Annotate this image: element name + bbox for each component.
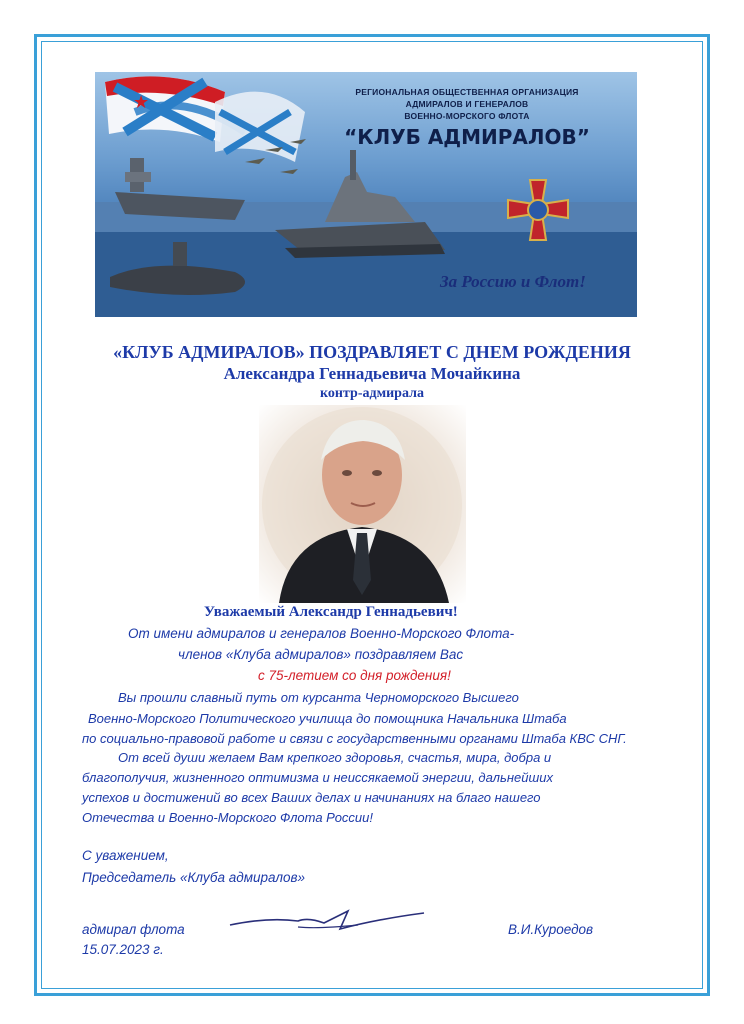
- org-line-3: ВОЕННО-МОРСКОГО ФЛОТА: [404, 111, 530, 121]
- organization-title: [317, 86, 617, 150]
- congrats-heading: «КЛУБ АДМИРАЛОВ» ПОЗДРАВЛЯЕТ С ДНЕМ РОЖДЕНИЯ: [113, 342, 631, 362]
- honoree-rank: контр-адмирала: [320, 386, 424, 401]
- honoree-name: Александра Геннадьевича Мочайкина: [223, 364, 521, 383]
- handwritten-signature: [228, 905, 428, 937]
- closing-regards: С уважением,: [82, 848, 169, 863]
- paragraph-3-line-2: благополучия, жизненного оптимизма и неиссякаемой энергии, дальнейших: [82, 770, 553, 785]
- portrait-figure: [259, 405, 466, 603]
- closing-title: Председатель «Клуба адмиралов»: [82, 870, 306, 885]
- portrait-photo: [259, 405, 466, 603]
- banner-motto: За Россию и Флот!: [440, 272, 586, 291]
- paragraph-2-line-3: по социально-правовой работе и связи с государственными органами Штаба КВС СНГ.: [82, 731, 627, 746]
- paragraph-2-line-1: Вы прошли славный путь от курсанта Черноморского Высшего: [118, 690, 519, 705]
- greeting: Уважаемый Александр Геннадьевич!: [204, 604, 458, 620]
- org-line-2: АДМИРАЛОВ И ГЕНЕРАЛОВ: [405, 99, 529, 109]
- paragraph-1-line-2: членов «Клуба адмиралов» поздравляем Вас: [178, 647, 464, 662]
- paragraph-2-line-2: Военно-Морского Политического училища до помощника Начальника Штаба: [88, 711, 567, 726]
- letter-date: 15.07.2023 г.: [82, 942, 164, 957]
- anniversary-line: с 75-летием со дня рождения!: [258, 668, 451, 683]
- header-banner: [95, 72, 637, 317]
- signer-name: В.И.Куроедов: [508, 922, 594, 937]
- paragraph-3-line-3: успехов и достижений во всех Ваших делах и начинаниях на благо нашего: [82, 790, 541, 805]
- club-name: “КЛУБ АДМИРАЛОВ”: [344, 125, 590, 149]
- aircraft-carrier-icon: [115, 158, 245, 220]
- paragraph-3-line-1: От всей души желаем Вам крепкого здоровья, счастья, мира, добра и: [118, 750, 552, 765]
- paragraph-1-line-1: От имени адмиралов и генералов Военно-Морского Флота-: [128, 626, 515, 641]
- signer-rank: адмирал флота: [82, 922, 185, 937]
- org-line-1: РЕГИОНАЛЬНАЯ ОБЩЕСТВЕННАЯ ОРГАНИЗАЦИЯ: [355, 87, 579, 97]
- svg-text:★: ★: [133, 92, 150, 113]
- paragraph-3-line-4: Отечества и Военно-Морского Флота России!: [82, 810, 373, 825]
